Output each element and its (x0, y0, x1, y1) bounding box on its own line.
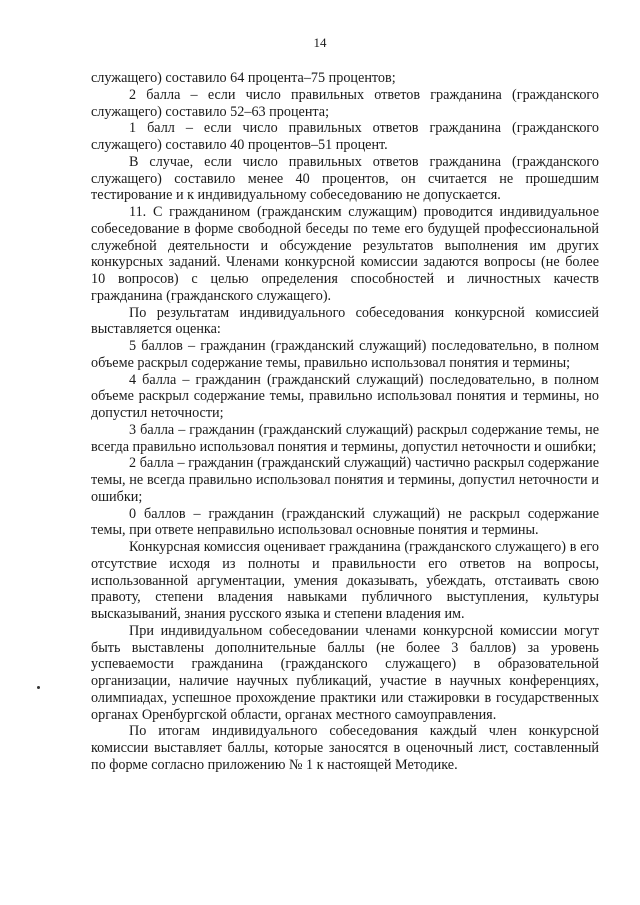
paragraph-4: В случае, если число правильных ответов гражданина (гражданского служащего) составило менее 40 процентов, он считается не прошедшим тестирование и к индивидуальному собеседованию не допускается. (91, 153, 599, 204)
paragraph-3: 1 балл – если число правильных ответов гражданина (гражданского служащего) составило 40 процентов–51 процент. (91, 120, 599, 153)
paragraph-10: 2 балла – гражданин (гражданский служащий) частично раскрыл содержание темы, не всегда правильно использовал понятия и термины, допустил неточности и ошибки; (91, 455, 599, 505)
paragraph-11: 0 баллов – гражданин (гражданский служащий) не раскрыл содержание темы, при ответе неправильно использовал основные понятия и термины. (91, 505, 599, 539)
paragraph-5: 11. С гражданином (гражданским служащим) проводится индивидуальное собеседование в форме свободной беседы по теме его будущей профессиональной служебной деятельности и обсуждение результатов выполнения им других конкурсных заданий. Членами конкурсной комиссии задаются вопросы (не более 10 вопросов) с целью определения способностей и личностных качеств гражданина (гражданского служащего). (91, 204, 599, 304)
paragraph-7: 5 баллов – гражданин (гражданский служащий) последовательно, в полном объеме раскрыл содержание темы, правильно использовал понятия и термины; (91, 338, 599, 371)
scan-speck (37, 686, 40, 689)
paragraph-12: Конкурсная комиссия оценивает гражданина (гражданского служащего) в его отсутствие исходя из полноты и правильности его ответов на вопросы, использованной аргументации, умения доказывать, убеждать, отстаивать свою правоту, степени владения навыками публичного выступления, культуры высказываний, знания русского языка и степени владения им. (91, 539, 599, 622)
paragraph-14: По итогам индивидуального собеседования каждый член конкурсной комиссии выставляет баллы, которые заносятся в оценочный лист, составленный по форме согласно приложению № 1 к настоящей Методике. (91, 723, 599, 773)
document-body (91, 70, 599, 774)
page-number: 14 (313, 35, 327, 50)
paragraph-13: При индивидуальном собеседовании членами конкурсной комиссии могут быть выставлены дополнительные баллы (не более 3 баллов) за уровень успеваемости гражданина (гражданского служащего) в образовательной организации, наличие научных публикаций, участие в научных конференциях, олимпиадах, успешное прохождение практики или стажировки в государственных органах Оренбургской области, органах местного самоуправления. (91, 622, 599, 723)
paragraph-1: служащего) составило 64 процента–75 процентов; (91, 70, 396, 86)
paragraph-2: 2 балла – если число правильных ответов гражданина (гражданского служащего) составило 52–63 процента; (91, 86, 599, 120)
paragraph-9: 3 балла – гражданин (гражданский служащий) раскрыл содержание темы, не всегда правильно использовал понятия и термины, допустил неточности и ошибки; (91, 421, 599, 455)
paragraph-6: По результатам индивидуального собеседования конкурсной комиссией выставляется оценка: (91, 304, 599, 338)
paragraph-8: 4 балла – гражданин (гражданский служащий) последовательно, в полном объеме раскрыл содержание темы, правильно использовал понятия и термины, но допустил неточности; (91, 371, 599, 421)
